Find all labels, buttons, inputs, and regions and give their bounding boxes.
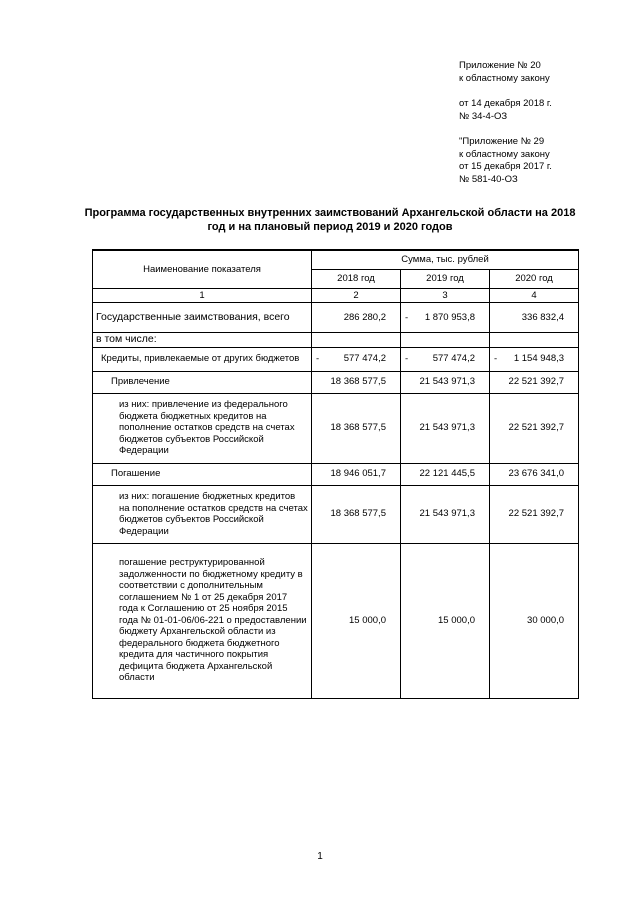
value-2019 [401, 347, 490, 371]
appendix-line: Приложение № 20 [459, 60, 541, 71]
appendix-block [459, 60, 552, 186]
table-row [93, 303, 579, 333]
column-number: 3 [401, 288, 490, 303]
table-row [93, 333, 579, 348]
appendix-line: № 581-40-ОЗ [459, 173, 518, 185]
value-2020: 22 521 392,7 [490, 393, 579, 463]
value-2020: 23 676 341,0 [490, 463, 579, 485]
value-2019: 15 000,0 [401, 543, 490, 698]
header-year-2019: 2019 год [401, 269, 490, 288]
value-2018 [312, 347, 401, 371]
appendix-line: "Приложение № 29 [459, 136, 545, 147]
value-2019: 21 543 971,3 [401, 485, 490, 543]
value-2019: 22 121 445,5 [401, 463, 490, 485]
table-row [93, 347, 579, 371]
table-row [93, 393, 579, 463]
appendix-line: от 15 декабря 2017 г. [459, 161, 552, 172]
row-name: погашение реструктурированной задолженности по бюджетному кредиту в соответствии с дополнительным соглашением № 1 от 25 декабря 2017 года к Соглашению от 25 ноября 2015 года № 01-01-06/06-221 о предоставлении бюджету Архангельской области из федерального бюджета бюджетного кредита для частичного покрытия дефицита бюджета Архангельской области [93, 543, 312, 698]
value-2019: 21 543 971,3 [401, 393, 490, 463]
header-year-2020: 2020 год [490, 269, 579, 288]
header-name: Наименование показателя [93, 250, 312, 288]
value-2020: 22 521 392,7 [490, 485, 579, 543]
value-2018: 15 000,0 [312, 543, 401, 698]
appendix-line: № 34-4-ОЗ [459, 110, 508, 122]
table-row [93, 463, 579, 485]
appendix-line: к областному закону [459, 72, 550, 84]
table-row [93, 543, 579, 698]
column-number: 1 [93, 288, 312, 303]
value-text: 1 154 948,3 [513, 353, 565, 365]
row-name: в том числе: [93, 333, 312, 348]
value-2018: 18 368 577,5 [312, 485, 401, 543]
page-number: 1 [317, 851, 323, 862]
value-2020: 22 521 392,7 [490, 371, 579, 393]
row-name: Привлечение [93, 371, 312, 393]
value-text: 1 870 953,8 [424, 311, 475, 323]
borrowing-table [92, 249, 579, 699]
header-sum: Сумма, тыс. рублей [312, 250, 579, 269]
document-title: Программа государственных внутренних заимствований Архангельской области на 2018 год и на плановый период 2019 и 2020 годов [84, 207, 576, 233]
value-2020: 30 000,0 [490, 543, 579, 698]
value-2020: 336 832,4 [490, 303, 579, 333]
minus-sign: - [316, 353, 320, 365]
minus-sign: - [494, 353, 498, 365]
minus-sign: - [405, 311, 409, 323]
column-number: 2 [312, 288, 401, 303]
value-2018: 18 368 577,5 [312, 371, 401, 393]
column-number: 4 [490, 288, 579, 303]
appendix-line: к областному закону [459, 148, 550, 160]
value-2018: 286 280,2 [312, 303, 401, 333]
value-text: 577 474,2 [343, 353, 386, 365]
minus-sign: - [405, 353, 409, 365]
value-text: 577 474,2 [432, 353, 475, 365]
row-name: Погашение [93, 463, 312, 485]
header-year-2018: 2018 год [312, 269, 401, 288]
value-2020 [490, 347, 579, 371]
value-2019 [401, 303, 490, 333]
table-row [93, 371, 579, 393]
appendix-line: от 14 декабря 2018 г. [459, 98, 552, 109]
row-name: из них: привлечение из федерального бюджета бюджетных кредитов на пополнение остатков средств на счетах бюджетов субъектов Российской Федерации [93, 393, 312, 463]
value-2019: 21 543 971,3 [401, 371, 490, 393]
value-2018: 18 368 577,5 [312, 393, 401, 463]
table-row [93, 485, 579, 543]
value-2018: 18 946 051,7 [312, 463, 401, 485]
row-name: из них: погашение бюджетных кредитов на пополнение остатков средств на счетах бюджетов субъектов Российской Федерации [93, 485, 312, 543]
row-name: Кредиты, привлекаемые от других бюджетов [93, 347, 312, 371]
row-name: Государственные заимствования, всего [93, 303, 312, 333]
